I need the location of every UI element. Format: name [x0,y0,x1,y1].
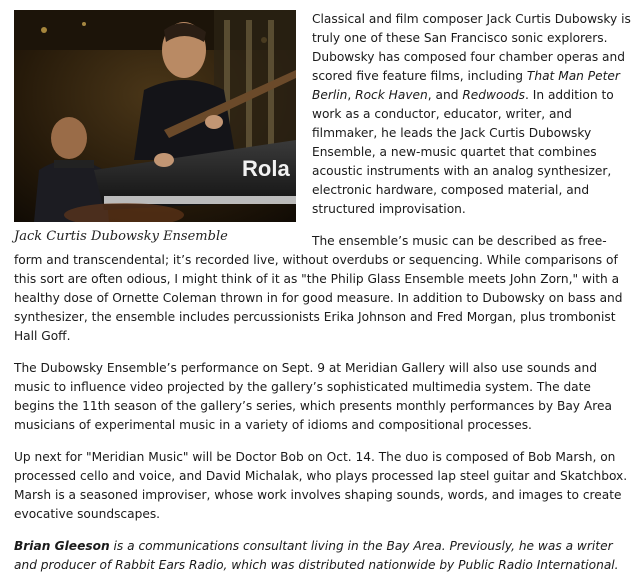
keyboard-logo: Rola [242,156,290,181]
paragraph-2: The ensemble’s music can be described as free-form and transcendental; it’s recorded live, without overdubs or sequencing. While comparisons of this sort are often odious, I might think of it as "the Philip Glass Ensemble meets John Zorn," with a healthy dose of Ornette Coleman thrown in for good measure. In addition to Dubowsky on bass and synthesizer, the ensemble includes percussionists Erika Johnson and Fred Morgan, plus trombonist Hall Goff. [14,234,623,343]
photo-caption: Jack Curtis Dubowsky Ensemble [14,229,228,244]
photo-figure [14,10,296,246]
author-bio: Brian Gleeson is a communications consultant living in the Bay Area. Previously, he was a writer and producer of Rabbit Ears Radio, which was distributed nationwide by Public Radio International. [14,539,619,572]
author-name: Brian Gleeson [14,539,110,553]
film-title: Rock Haven [355,88,428,102]
film-title: Redwoods [462,88,525,102]
article-body [14,10,634,588]
film-title: That Man Peter Berlin [312,69,620,102]
ensemble-photo [14,10,296,222]
paragraph-3: The Dubowsky Ensemble’s performance on Sept. 9 at Meridian Gallery will also use sounds and music to influence video projected by the gallery’s sophisticated multimedia system. The date begins the 11th season of the gallery’s series, which presents monthly performances by Bay Area musicians of experimental music in a variety of idioms and compositional processes. [14,361,612,432]
paragraph-1: Classical and film composer Jack Curtis Dubowsky is truly one of these San Francisco sonic explorers. Dubowsky has composed four chamber operas and scored five feature films, including That Man Peter Berlin, Rock Haven, and Redwoods. In addition to work as a conductor, educator, writer, and filmmaker, he leads the Jack Curtis Dubowsky Ensemble, a new-music quartet that combines acoustic instruments with an analog synthesizer, electronic hardware, composed material, and structured improvisation. [312,12,631,216]
paragraph-4: Up next for "Meridian Music" will be Doctor Bob on Oct. 14. The duo is composed of Bob Marsh, on processed cello and voice, and David Michalak, who plays processed lap steel guitar and Skatchbox. Marsh is a seasoned improviser, whose work involves shaping sounds, words, and images to create evocative soundscapes. [14,450,628,521]
